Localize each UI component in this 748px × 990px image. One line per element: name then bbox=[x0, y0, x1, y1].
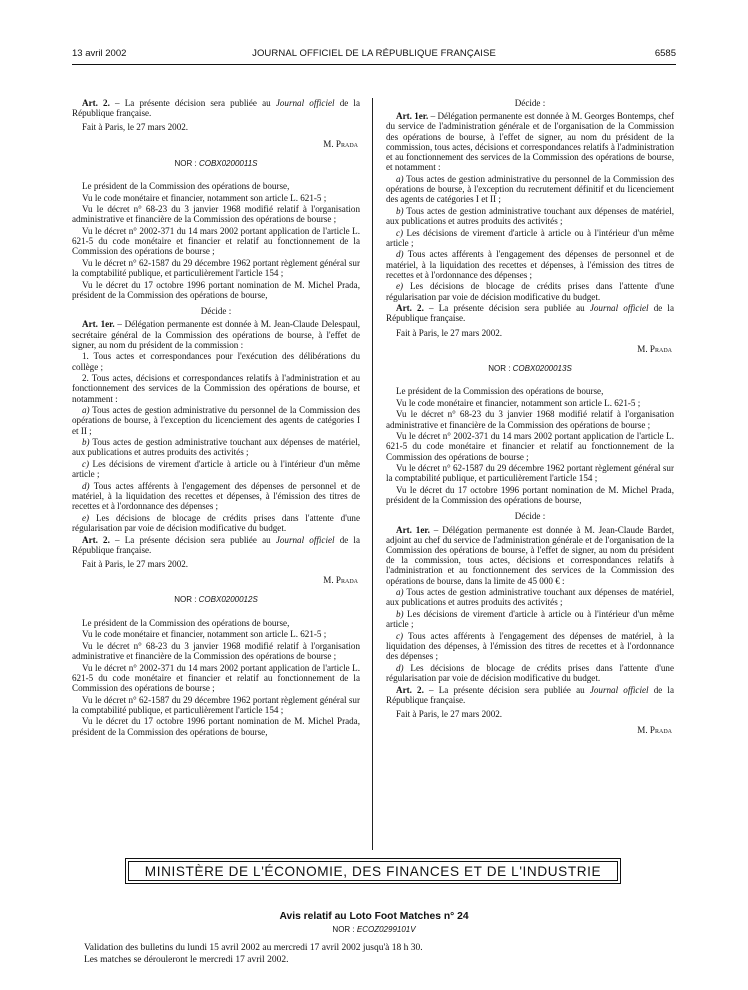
lettered-item: d) Les décisions de blocage de crédits prises dans l'attente d'une régularisation par voie de décision modificative du budget. bbox=[386, 662, 674, 684]
fait-a-paris: Fait à Paris, le 27 mars 2002. bbox=[82, 559, 189, 569]
signature: M. Prada bbox=[637, 343, 672, 354]
article-1: Art. 1er. – Délégation permanente est donnée à M. Jean-Claude Bardet, adjoint au chef du service de l'administration générale et de l'organisation de la Commission des opérations de bourse, à l'effet de signer, au nom du président de la commission, tous actes, décisions et correspondances relatifs à l'administration et au fonctionnement des services de la Commission des opérations de bourse, dans la limite de 45 000 € : bbox=[386, 524, 674, 586]
lettered-item: b) Les décisions de virement d'article à article ou à l'intérieur d'un même article ; bbox=[386, 609, 674, 630]
lettered-item: e) Les décisions de blocage de crédits prises dans l'attente d'une régularisation par voie de décision modificative du budget. bbox=[72, 512, 360, 533]
page-number: 6585 bbox=[654, 48, 676, 59]
decide-heading: Décide : bbox=[514, 98, 546, 108]
lettered-item: a) Tous actes de gestion administrative du personnel de la Commission des opérations de bourse, à l'exception du recrutement définitif et du licenciement des agents de catégories I et II ; bbox=[386, 173, 674, 205]
nor-reference: NOR : COBX0200013S bbox=[488, 364, 572, 374]
fait-a-paris: Fait à Paris, le 27 mars 2002. bbox=[82, 122, 189, 133]
header-date: 13 avril 2002 bbox=[72, 48, 127, 59]
signature: M. Prada bbox=[637, 725, 672, 736]
lettered-item: b) Tous actes de gestion administrative touchant aux dépenses de matériel, aux publications et autres produits des activités ; bbox=[72, 437, 360, 458]
preamble-intro: Le président de la Commission des opérations de bourse, bbox=[396, 386, 604, 397]
ministry-title: MINISTÈRE DE L'ÉCONOMIE, DES FINANCES ET DE L'INDUSTRIE bbox=[128, 861, 618, 881]
article-2: Art. 2. – La présente décision sera publiée au Journal officiel de la République française. bbox=[72, 98, 360, 119]
right-column bbox=[386, 98, 674, 745]
visa: Vu le décret n° 68-23 du 3 janvier 1968 modifié relatif à l'organisation administrative et financière de la Commission des opérations de bourse ; bbox=[386, 409, 674, 430]
decide-heading: Décide : bbox=[200, 306, 232, 317]
decide-heading: Décide : bbox=[514, 511, 546, 522]
running-header bbox=[0, 48, 748, 62]
fait-a-paris: Fait à Paris, le 27 mars 2002. bbox=[396, 709, 503, 720]
lettered-item: a) Tous actes de gestion administrative du personnel de la Commission des opérations de bourse, à l'exception du licenciement des agents de catégories I et II ; bbox=[72, 405, 360, 436]
avis-nor-reference: NOR : ECOZ0299101V bbox=[332, 925, 416, 934]
article-2: Art. 2. – La présente décision sera publiée au Journal officiel de la République française. bbox=[72, 534, 360, 555]
preamble-intro: Le président de la Commission des opérations de bourse, bbox=[82, 181, 290, 192]
avis-matches-line: Les matches se dérouleront le mercredi 17 avril 2002. bbox=[84, 955, 289, 965]
nor-reference: NOR : COBX0200011S bbox=[174, 158, 258, 168]
avis-title: Avis relatif au Loto Foot Matches n° 24 bbox=[279, 911, 469, 922]
visa: Vu le décret n° 68-23 du 3 janvier 1968 modifié relatif à l'organisation administrative et financière de la Commission des opérations de bourse ; bbox=[72, 204, 360, 225]
visa: Vu le décret du 17 octobre 1996 portant nomination de M. Michel Prada, président de la Commission des opérations de bourse, bbox=[72, 279, 360, 300]
lettered-item: e) Les décisions de blocage de crédits prises dans l'attente d'une régularisation par voie de décision modificative du budget. bbox=[386, 281, 674, 302]
visa: Vu le code monétaire et financier, notamment son article L. 621-5 ; bbox=[82, 629, 327, 640]
lettered-item: c) Tous actes afférents à l'engagement des dépenses de matériel, à la liquidation des dépenses, à l'émission des titres de recettes et à l'ordonnance des dépenses ; bbox=[386, 630, 674, 662]
lettered-item: d) Tous actes afférents à l'engagement des dépenses de personnel et de matériel, à la liquidation des recettes et dépenses, à l'émission des titres de recettes et à l'ordonnance des dépenses ; bbox=[72, 480, 360, 512]
visa: Vu le décret n° 68-23 du 3 janvier 1968 modifié relatif à l'organisation administrative et financière de la Commission des opérations de bourse ; bbox=[72, 640, 360, 661]
numbered-item: 1. Tous actes et correspondances pour l'exécution des délibérations du collège ; bbox=[72, 351, 360, 372]
visa: Vu le décret n° 2002-371 du 14 mars 2002 portant application de l'article L. 621-5 du code monétaire et financier et relatif au fonctionnement de la Commission des opérations de bourse ; bbox=[386, 431, 674, 462]
article-1: Art. 1er. – Délégation permanente est donnée à M. Georges Bontemps, chef du service de l'administration générale et de l'organisation de la Commission des opérations de bourse, à l'effet de signer, au nom du président de la commission, tous actes, décisions et correspondances relatifs à l'administration et au fonctionnement des services de la Commission des opérations de bourse, et notamment : bbox=[386, 111, 674, 173]
visa: Vu le code monétaire et financier, notamment son article L. 621-5 ; bbox=[396, 397, 641, 408]
visa: Vu le code monétaire et financier, notamment son article L. 621-5 ; bbox=[82, 192, 327, 203]
numbered-item: 2. Tous actes, décisions et correspondances relatifs à l'administration et au fonctionnement des services de la Commission des opérations de bourse, et notamment : bbox=[72, 373, 360, 404]
visa: Vu le décret n° 62-1587 du 29 décembre 1962 portant règlement général sur la comptabilité publique, et particulièrement l'article 154 ; bbox=[72, 694, 360, 715]
ministry-banner bbox=[125, 858, 621, 884]
nor-reference: NOR : COBX0200012S bbox=[174, 595, 258, 605]
header-rule bbox=[72, 64, 676, 65]
left-column bbox=[72, 98, 360, 738]
lettered-item: c) Les décisions de virement d'article à article ou à l'intérieur d'un même article ; bbox=[386, 227, 674, 248]
column-separator bbox=[372, 98, 373, 850]
article-1: Art. 1er. – Délégation permanente est donnée à M. Jean-Claude Delespaul, secrétaire général de la Commission des opérations de bourse, à l'effet de signer, au nom du président de la commission : bbox=[72, 319, 360, 350]
lettered-item: a) Tous actes de gestion administrative touchant aux dépenses de matériel, aux publications et autres produits des activités ; bbox=[386, 587, 674, 608]
lettered-item: c) Les décisions de virement d'article à article ou à l'intérieur d'un même article ; bbox=[72, 459, 360, 480]
fait-a-paris: Fait à Paris, le 27 mars 2002. bbox=[396, 327, 503, 338]
journal-title: JOURNAL OFFICIEL DE LA RÉPUBLIQUE FRANÇAISE bbox=[252, 48, 496, 59]
preamble-intro: Le président de la Commission des opérations de bourse, bbox=[82, 617, 290, 628]
signature: M. Prada bbox=[323, 575, 358, 586]
visa: Vu le décret n° 2002-371 du 14 mars 2002 portant application de l'article L. 621-5 du code monétaire et financier et relatif au fonctionnement de la Commission des opérations de bourse ; bbox=[72, 226, 360, 257]
lettered-item: d) Tous actes afférents à l'engagement des dépenses de personnel et de matériel, à la liquidation des recettes et dépenses, à l'émission des titres de recettes et à l'ordonnance des dépenses ; bbox=[386, 249, 674, 280]
visa: Vu le décret n° 62-1587 du 29 décembre 1962 portant règlement général sur la comptabilité publique, et particulièrement l'article 154 ; bbox=[386, 463, 674, 484]
avis-validation-line: Validation des bulletins du lundi 15 avril 2002 au mercredi 17 avril 2002 jusqu'à 18 h 30. bbox=[84, 943, 423, 953]
lettered-item: b) Tous actes de gestion administrative touchant aux dépenses de matériel, aux publications et autres produits des activités ; bbox=[386, 205, 674, 227]
visa: Vu le décret du 17 octobre 1996 portant nomination de M. Michel Prada, président de la Commission des opérations de bourse, bbox=[386, 485, 674, 506]
visa: Vu le décret n° 62-1587 du 29 décembre 1962 portant règlement général sur la comptabilité publique, et particulièrement l'article 154 ; bbox=[72, 258, 360, 279]
visa: Vu le décret n° 2002-371 du 14 mars 2002 portant application de l'article L. 621-5 du code monétaire et financier et relatif au fonctionnement de la Commission des opérations de bourse ; bbox=[72, 662, 360, 693]
signature: M. Prada bbox=[323, 138, 358, 149]
visa: Vu le décret du 17 octobre 1996 portant nomination de M. Michel Prada, président de la Commission des opérations de bourse, bbox=[72, 716, 360, 737]
article-2: Art. 2. – La présente décision sera publiée au Journal officiel de la République française. bbox=[386, 684, 674, 705]
article-2: Art. 2. – La présente décision sera publiée au Journal officiel de la République française. bbox=[386, 303, 674, 324]
